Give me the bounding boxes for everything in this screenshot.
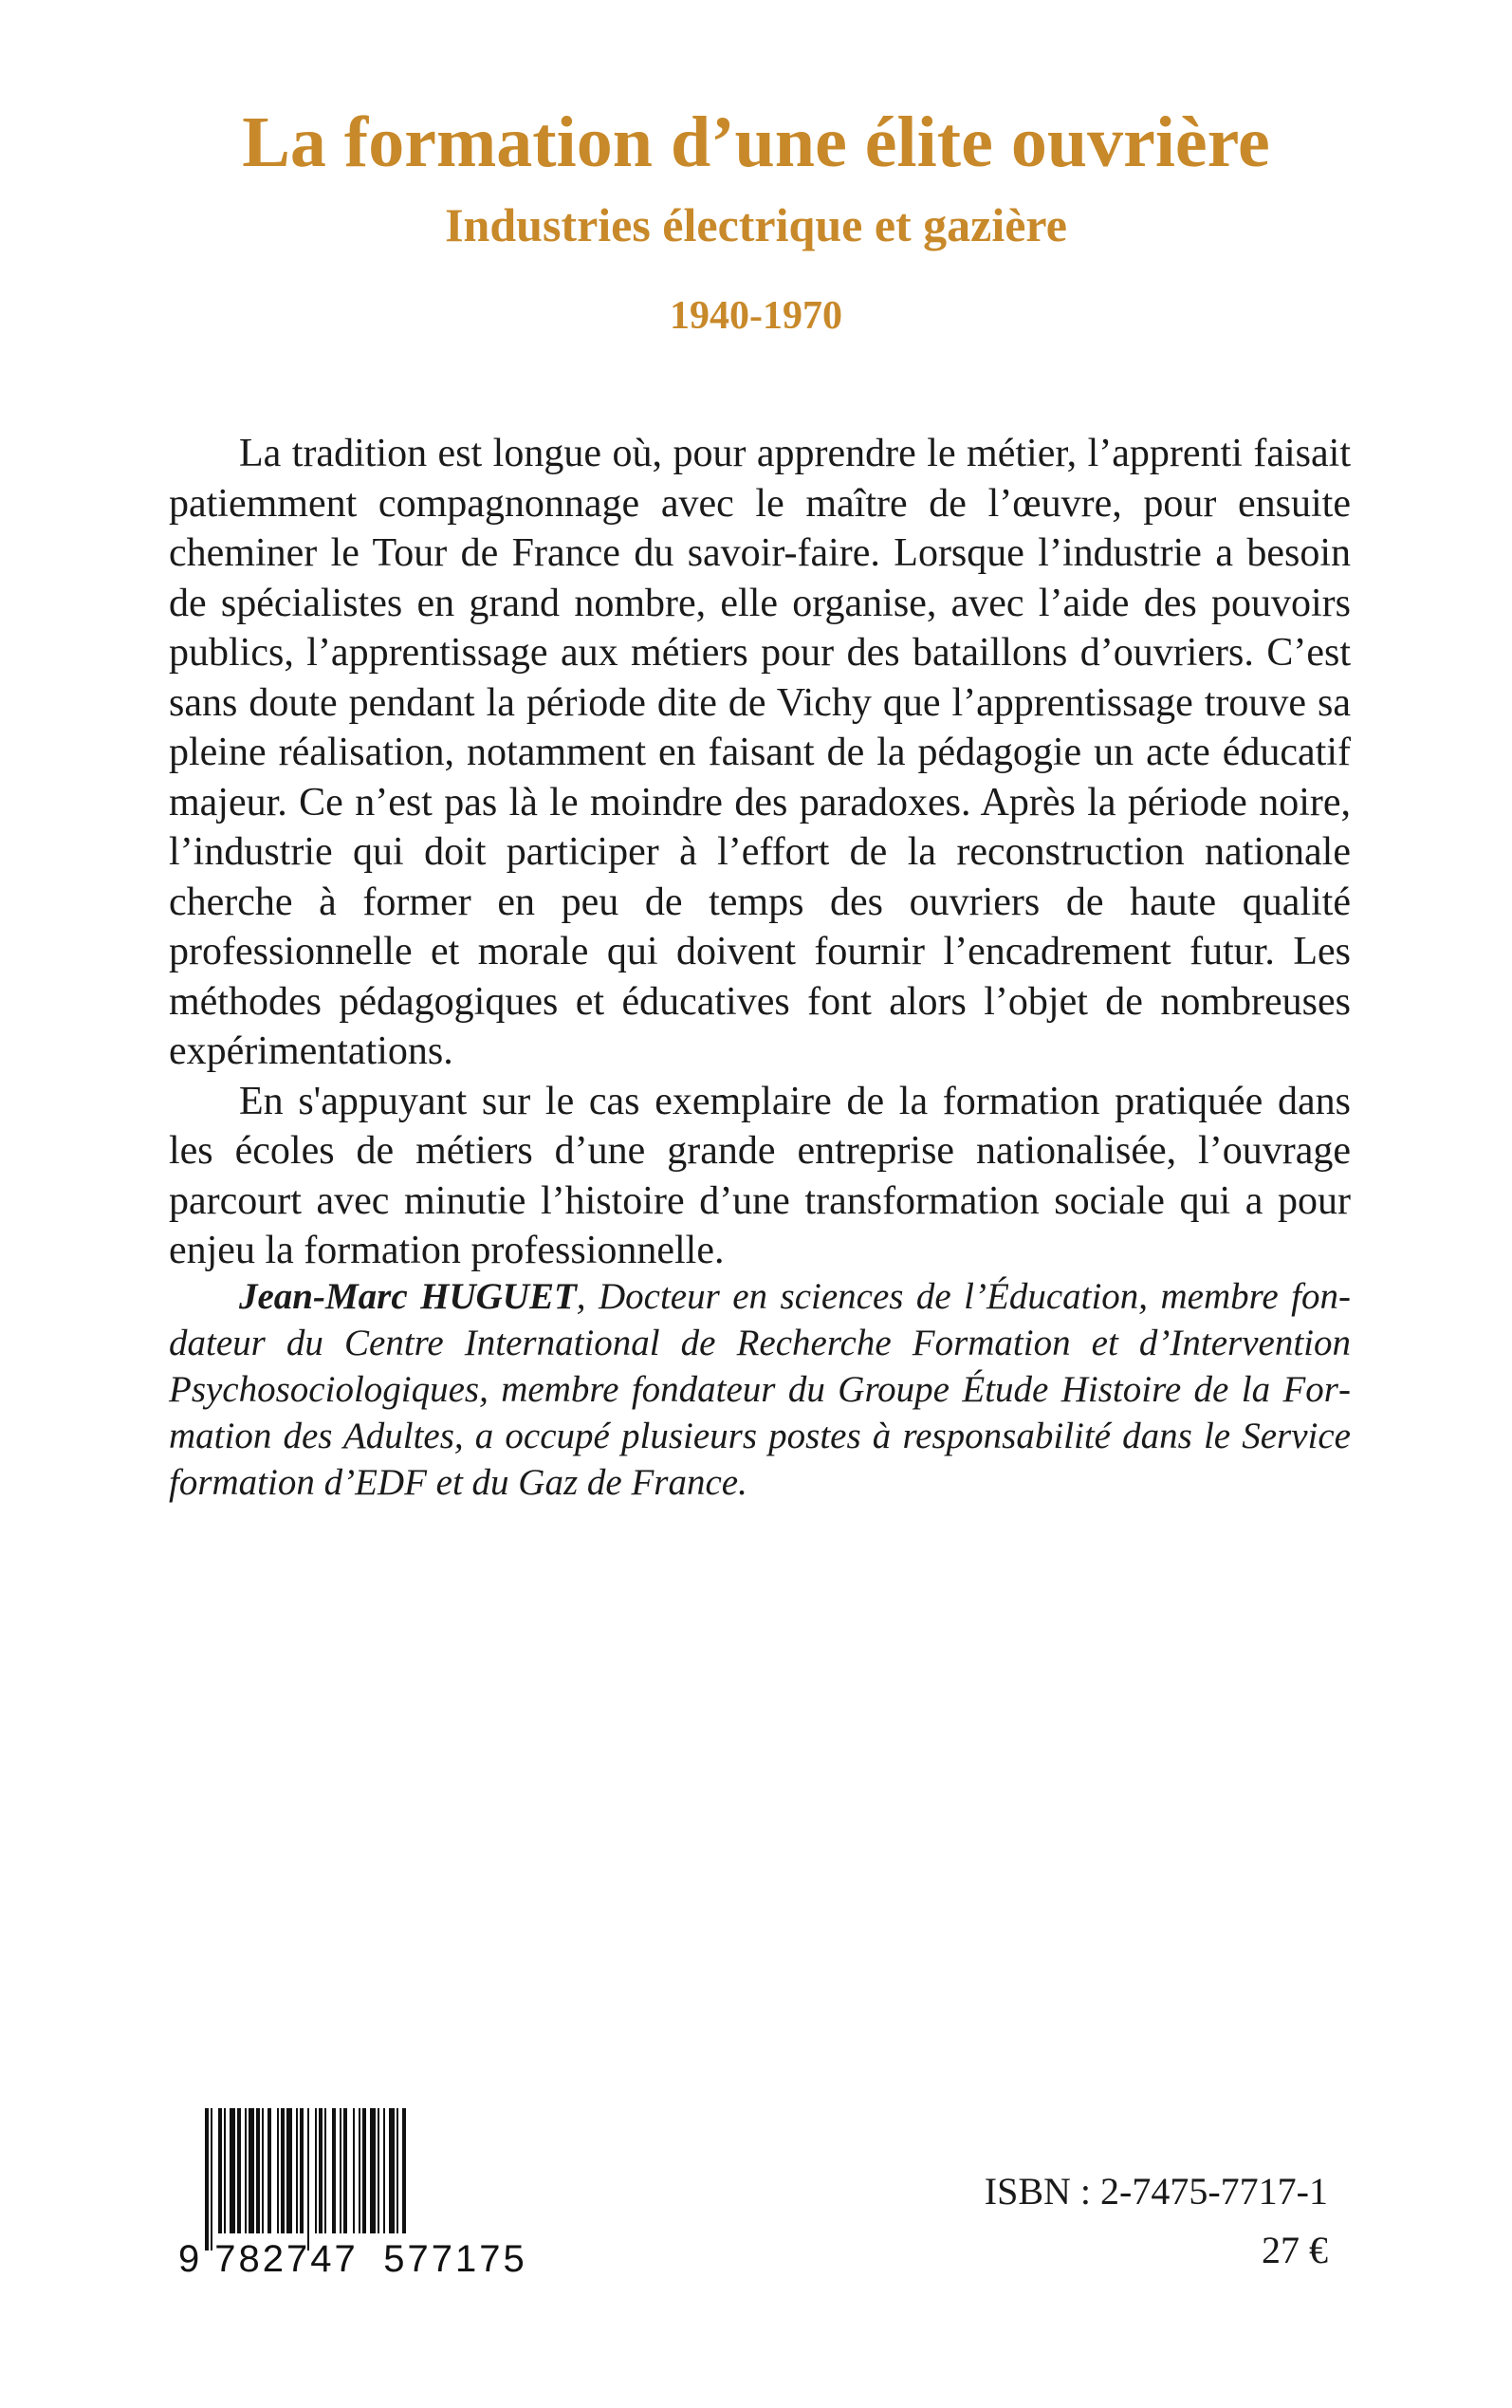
author-name: Jean-Marc HUGUET — [239, 1276, 577, 1317]
barcode-digits-left: 782747 — [214, 2238, 359, 2277]
barcode-bar — [353, 2108, 355, 2233]
back-cover-blurb — [169, 429, 1351, 1276]
barcode-bar — [383, 2108, 385, 2233]
barcode-bar — [359, 2108, 360, 2233]
barcode-bar — [324, 2108, 326, 2233]
barcode-bar — [340, 2108, 341, 2233]
barcode-bar — [256, 2108, 260, 2233]
barcode-bars — [205, 2108, 406, 2251]
barcode-bar — [300, 2108, 304, 2233]
barcode-bar — [277, 2108, 279, 2233]
price: 27 € — [1262, 2229, 1328, 2271]
isbn: ISBN : 2-7475-7717-1 — [984, 2170, 1328, 2213]
barcode-bar — [402, 2108, 406, 2233]
blurb-paragraph-1: La tradition est longue où, pour apprendre le métier, l’apprenti faisait patiemment compagnonnage avec le maître de l’œuvre, pour ensuite cheminer le Tour de France du savoir-faire. Lorsque l’industrie a besoin de spécialistes en grand nombre, elle organise, avec l’aide des pouvoirs publics, l’apprentissage aux métiers pour des bataillons d’ouvriers. C’est sans doute pendant la période dite de Vichy que l’apprentissage trouve sa pleine réalisation, notamment en faisant de la pédagogie un acte éducatif majeur. Ce n’est pas là le moindre des paradoxes. Après la période noire, l’industrie qui doit participer à l’effort de la reconstruction nationale cherche à former en peu de temps des ouvriers de haute qualité professionnelle et morale qui doivent fournir l’encadrement futur. Les méthodes pédagogiques et éducatives font alors l’objet de nombreuses expérimentations. — [169, 432, 1351, 1073]
author-bio — [169, 1273, 1351, 1506]
barcode — [169, 2108, 556, 2277]
barcode-bar — [296, 2108, 298, 2233]
barcode-digit-prefix: 9 — [178, 2238, 200, 2277]
barcode-bar — [224, 2108, 226, 2233]
barcode-bar — [245, 2108, 247, 2233]
blurb-paragraph-2: En s'appuyant sur le cas exemplaire de la formation pratiquée dans les écoles de métiers d’une grande entreprise nationalisée, l’ouvrage parcourt avec minutie l’histoire d’une transformation sociale qui a pour enjeu la formation professionnelle. — [169, 1079, 1351, 1272]
barcode-digits-right: 577175 — [383, 2238, 527, 2277]
barcode-bar — [389, 2108, 395, 2233]
barcode-bar — [249, 2108, 254, 2233]
book-subtitle: Industries électrique et gazière — [445, 198, 1067, 251]
barcode-bar — [307, 2108, 309, 2251]
book-years: 1940-1970 — [670, 294, 842, 338]
barcode-bar — [362, 2108, 366, 2233]
barcode-bar — [230, 2108, 235, 2233]
barcode-bar — [343, 2108, 347, 2233]
barcode-bar — [262, 2108, 264, 2233]
barcode-bar — [211, 2108, 212, 2251]
barcode-bar — [205, 2108, 209, 2251]
barcode-bar — [319, 2108, 323, 2233]
barcode-bar — [396, 2108, 398, 2233]
author-bio-text: , Docteur en sciences de l’Éducation, membre fondateur du Centre International de Recherche Formation et d’Intervention Psychosociologiques, membre fondateur du Groupe Étude Histoire de la Formation des Adultes, a occupé plusieurs postes à responsabilité dans le Service formation d’EDF et du Gaz de France. — [169, 1276, 1351, 1503]
book-title: La formation d’une élite ouvrière — [242, 102, 1270, 182]
barcode-bar — [315, 2108, 317, 2233]
barcode-bar — [281, 2108, 285, 2233]
barcode-bar — [267, 2108, 271, 2233]
barcode-bar — [237, 2108, 241, 2233]
barcode-bar — [286, 2108, 292, 2233]
barcode-bar — [378, 2108, 379, 2233]
barcode-bar — [370, 2108, 376, 2233]
barcode-bar — [218, 2108, 222, 2233]
barcode-bar — [332, 2108, 336, 2233]
